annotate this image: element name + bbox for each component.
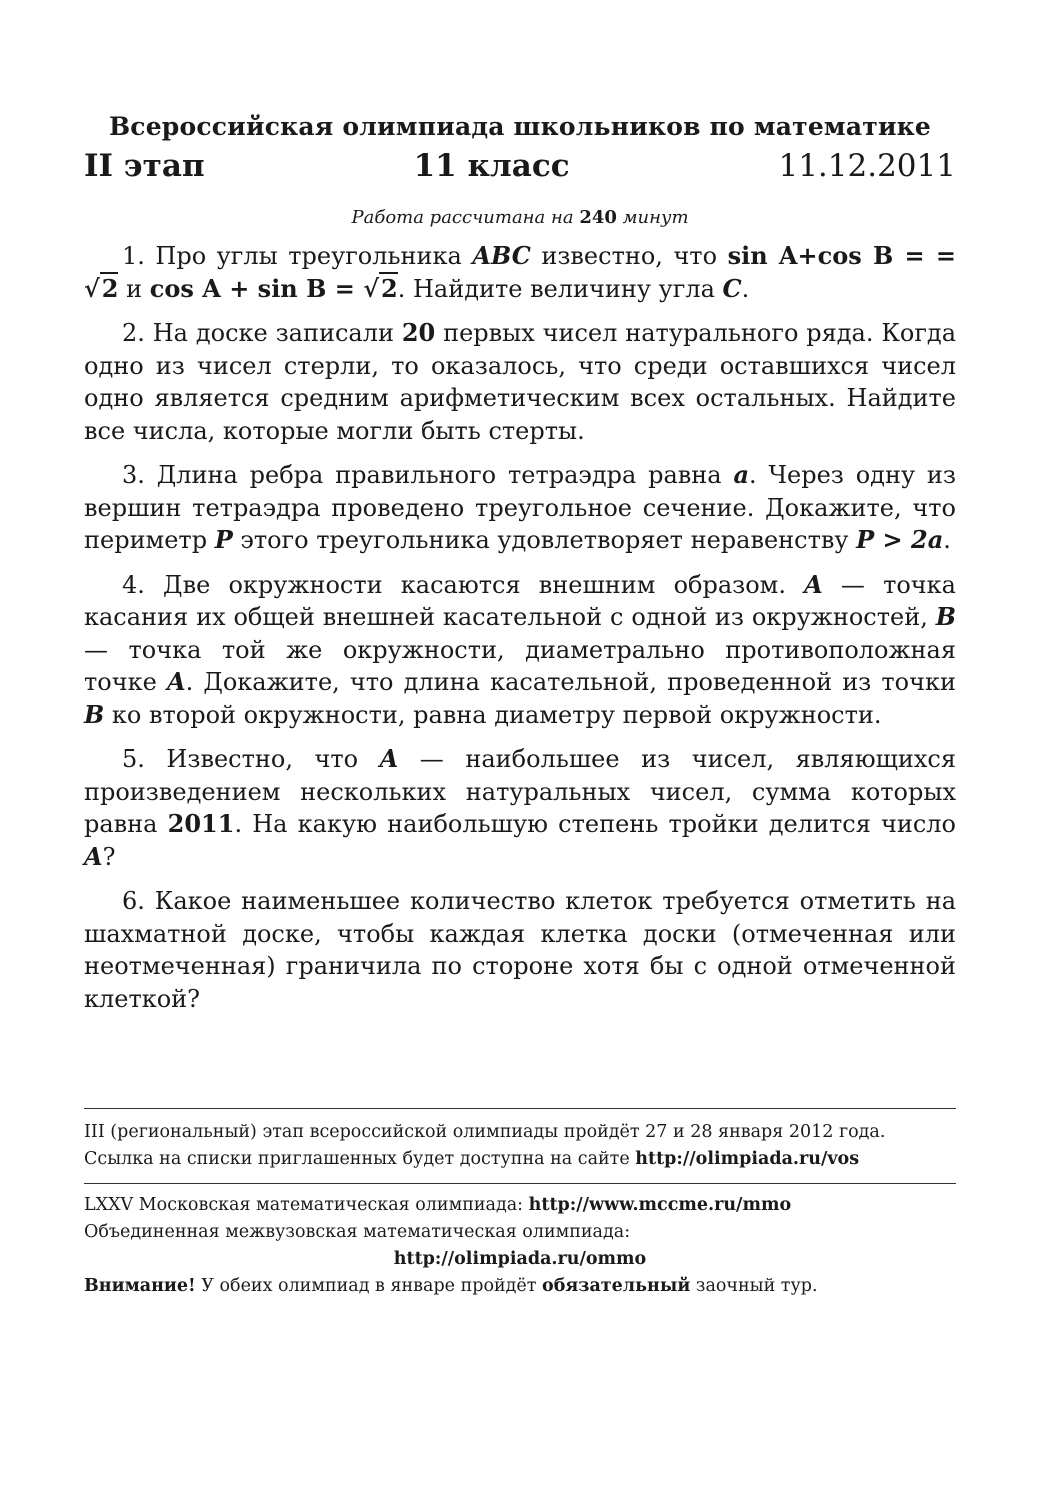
stage-label: II этап — [84, 148, 205, 184]
header-row — [84, 144, 956, 188]
duration-note: Работа рассчитана на 240 минут — [351, 207, 689, 228]
problem-6: 6. Какое наименьшее количество клеток требуется отметить на шахматной доске, чтобы каждая клетка доски (отмеченная или неотмеченная) граничила по стороне хотя бы с одной отмеченной клеткой? — [84, 887, 956, 1013]
grade-label: 11 класс — [413, 148, 570, 184]
ommo-link[interactable]: http://olimpiada.ru/ommo — [393, 1249, 647, 1269]
date-label: 11.12.2011 — [778, 148, 956, 184]
regional-stage-note: III (региональный) этап всероссийской олимпиады пройдёт 27 и 28 января 2012 года. Ссылка на списки приглашенных будет доступна на сайте http://olimpiada.ru/vos — [84, 1122, 886, 1169]
mmo-link[interactable]: http://www.mccme.ru/mmo — [528, 1195, 792, 1215]
sqrt-symbol: √2 — [84, 273, 119, 303]
sqrt-symbol: √2 — [363, 273, 398, 303]
document-title: Всероссийская олимпиада школьников по математике — [108, 112, 932, 141]
problem-5: 5. Известно, что A — наибольшее из чисел, являющихся произведением нескольких натуральных чисел, сумма которых равна 2011. На какую наибольшую степень тройки делится число A? — [84, 744, 957, 871]
olympiad-sheet — [84, 110, 956, 1027]
problem-2: 2. На доске записали 20 первых чисел натурального ряда. Когда одно из чисел стерли, то оказалось, что среди оставшихся чисел одно является средним арифметическим всех остальных. Найдите все числа, которые могли быть стерты. — [84, 318, 957, 445]
problem-list — [84, 240, 956, 1015]
mandatory-label: обязательный — [542, 1276, 691, 1296]
other-olympiads-note: LXXV Московская математическая олимпиада: http://www.mccme.ru/mmo Объединенная межвузовская математическая олимпиада: http://olimpiada.ru/ommo Внимание! У обеих олимпиад в январе пройдёт обязательный заочный тур. — [84, 1195, 818, 1296]
vos-link[interactable]: http://olimpiada.ru/vos — [635, 1149, 860, 1169]
duration-minutes: 240 — [579, 207, 617, 228]
attention-label: Внимание! — [84, 1276, 196, 1296]
footer-notes — [84, 1108, 956, 1300]
problem-1: 1. Про углы треугольника ABC известно, что sin A+cos B = = √2 и cos A + sin B = √2. Найдите величину угла C. — [84, 241, 956, 303]
problem-3: 3. Длина ребра правильного тетраэдра равна a. Через одну из вершин тетраэдра проведено треугольное сечение. Докажите, что периметр P этого треугольника удовлетворяет неравенству P > 2a. — [84, 460, 957, 554]
problem-4: 4. Две окружности касаются внешним образом. A — точка касания их общей внешней касательной с одной из окружностей, B — точка той же окружности, диаметрально противоположная точке A. Докажите, что длина касательной, проведенной из точки B ко второй окружности, равна диаметру первой окружности. — [84, 569, 956, 729]
